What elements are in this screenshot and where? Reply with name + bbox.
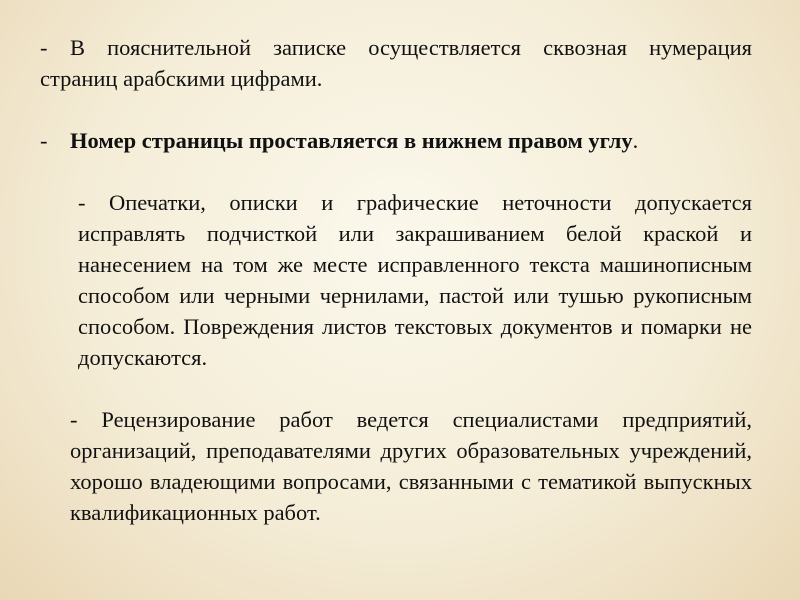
bullet-dash: - — [40, 35, 48, 60]
paragraph-spacer — [40, 156, 752, 187]
slide-content — [40, 32, 752, 528]
paragraph-corrections: - Опечатки, описки и графические неточности допускается исправлять подчисткой или закрашиванием белой краской и нанесением на том же месте исправленного текста машинописным способом или черными чернилами, пастой или тушью рукописным способом. Повреждения листов текстовых документов и помарки не допускаются. — [78, 190, 752, 370]
paragraph-text: В пояснительной записке осуществляется сквозная нумерация страниц арабскими цифрами. — [40, 35, 752, 91]
statement-period: . — [632, 128, 639, 153]
paragraph-spacer — [40, 373, 752, 404]
paragraph-page-number-position — [40, 125, 752, 156]
paragraph-spacer — [40, 94, 752, 125]
paragraph-page-numbering — [40, 32, 752, 94]
bold-statement: Номер страницы проставляется в нижнем правом углу — [70, 128, 633, 153]
bullet-dash: - — [40, 128, 48, 153]
paragraph-review: - Рецензирование работ ведется специалистами предприятий, организаций, преподавателями других образовательных учреждений, хорошо владеющими вопросами, связанными с тематикой выпускных квалификационных работ. — [70, 407, 752, 525]
